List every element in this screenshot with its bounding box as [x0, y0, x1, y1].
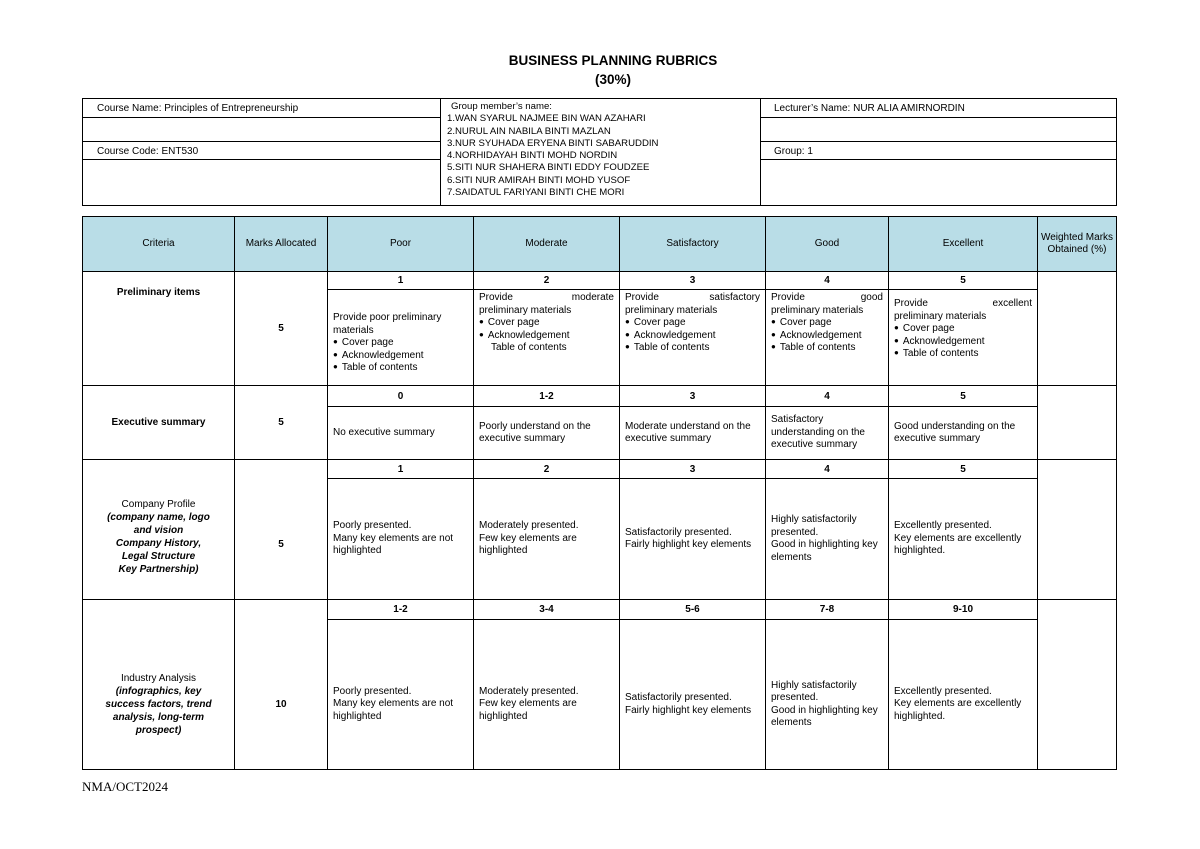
course-blank-row: [83, 118, 440, 142]
list-item: ● Cover page: [894, 323, 1032, 336]
desc-excellent: [889, 479, 1038, 600]
document-subtitle: (30%): [594, 72, 631, 87]
desc-text: Provide good: [771, 292, 883, 303]
criteria-detail: Company History,: [115, 537, 202, 549]
desc-text: Key elements are excellently highlighted.: [894, 532, 1022, 557]
criteria-company-profile: [83, 460, 235, 600]
list-item: ● Cover page: [333, 337, 468, 350]
desc-excellent: [889, 290, 1038, 386]
marks-allocated: 5: [235, 386, 328, 460]
header-good: Good: [766, 217, 889, 272]
group-members-column: [440, 99, 761, 205]
list-item: ● Cover page: [625, 317, 760, 330]
group-members-list: [447, 101, 658, 199]
table-row: [83, 386, 1117, 407]
score-good: 4: [766, 460, 889, 479]
score-poor: 1: [328, 460, 474, 479]
desc-text: preliminary materials: [625, 304, 718, 316]
score-excellent: 5: [889, 386, 1038, 407]
lecturer-blank-row: [760, 118, 1116, 142]
group-members-label: Group member’s name:: [451, 101, 552, 112]
desc-text: Fairly highlight key elements: [625, 704, 752, 716]
desc-good: [766, 479, 889, 600]
header-marks-allocated: Marks Allocated: [235, 217, 328, 272]
list-item: ● Cover page: [479, 317, 614, 330]
criteria-executive-summary: Executive summary: [83, 386, 235, 460]
desc-text: Few key elements are highlighted: [479, 698, 577, 722]
desc-excellent: [889, 620, 1038, 770]
table-row: [83, 460, 1117, 479]
table-row: [83, 272, 1117, 290]
list-item: ● Table of contents: [625, 342, 760, 355]
desc-satisfactory: [620, 479, 766, 600]
list-item: ● Acknowledgement: [479, 330, 614, 343]
criteria-detail: (company name, logo: [107, 511, 210, 523]
score-excellent: 5: [889, 272, 1038, 290]
desc-text: preliminary materials: [479, 304, 572, 316]
desc-text: Good in highlighting key elements: [771, 539, 878, 563]
lecturer-name: Lecturer’s Name: NUR ALIA AMIRNORDIN: [760, 99, 1116, 118]
marks-allocated: 5: [235, 272, 328, 386]
desc-good: Satisfactory understanding on the executive summary: [766, 407, 889, 460]
weighted-marks-cell: [1038, 272, 1117, 386]
weighted-marks-cell: [1038, 386, 1117, 460]
criteria-title: Company Profile: [121, 498, 196, 510]
desc-text: materials: [333, 324, 374, 336]
course-info-box: [82, 98, 1117, 206]
desc-poor: No executive summary: [328, 407, 474, 460]
criteria-detail: (infographics, key: [115, 686, 202, 697]
desc-moderate: [474, 620, 620, 770]
desc-text: Poorly presented.: [333, 520, 412, 532]
desc-text: Poorly presented.: [333, 685, 412, 697]
criteria-industry-analysis: [83, 600, 235, 770]
score-poor: 1-2: [328, 600, 474, 620]
score-good: 4: [766, 272, 889, 290]
score-moderate: 1-2: [474, 386, 620, 407]
desc-text: Moderately presented.: [479, 520, 579, 532]
weighted-marks-cell: [1038, 460, 1117, 600]
desc-text: Excellently presented.: [894, 685, 992, 697]
member-4: 4.NORHIDAYAH BINTI MOHD NORDIN: [447, 150, 618, 162]
desc-text: Excellently presented.: [894, 520, 992, 532]
header-poor: Poor: [328, 217, 474, 272]
desc-text: Provide excellent: [894, 298, 1032, 309]
footer-code: NMA/OCT2024: [82, 779, 168, 794]
course-info-column: [83, 99, 441, 205]
document-title: BUSINESS PLANNING RUBRICS: [508, 53, 718, 68]
desc-text: Fairly highlight key elements: [625, 539, 752, 550]
desc-text: Many key elements are not highlighted: [333, 532, 454, 557]
list-item: ● Cover page: [771, 317, 883, 330]
list-item: ● Table of contents: [771, 342, 883, 355]
criteria-title: Industry Analysis: [120, 673, 197, 684]
desc-text: Many key elements are not highlighted: [333, 698, 454, 722]
score-poor: 1: [328, 272, 474, 290]
desc-text: Satisfactorily presented.: [625, 692, 732, 703]
criteria-detail: success factors, trend: [105, 699, 212, 710]
header-weighted-marks: Weighted Marks Obtained (%): [1038, 217, 1117, 272]
desc-text: Provide moderate: [479, 292, 614, 303]
weighted-marks-cell: [1038, 600, 1117, 770]
score-satisfactory: 3: [620, 386, 766, 407]
desc-text: preliminary materials: [894, 310, 987, 322]
header-row: [83, 217, 1117, 272]
score-moderate: 3-4: [474, 600, 620, 620]
desc-good: [766, 290, 889, 386]
score-good: 7-8: [766, 600, 889, 620]
member-3: 3.NUR SYUHADA ERYENA BINTI SABARUDDIN: [447, 137, 659, 149]
desc-moderate: [474, 479, 620, 600]
desc-satisfactory: Moderate understand on the executive summary: [620, 407, 766, 460]
header-criteria: Criteria: [83, 217, 235, 272]
desc-text: Good in highlighting key elements: [771, 704, 878, 728]
header-satisfactory: Satisfactory: [620, 217, 766, 272]
desc-text: Highly satisfactorily presented.: [771, 514, 857, 538]
marks-allocated: 5: [235, 460, 328, 600]
desc-moderate: Poorly understand on the executive summary: [474, 407, 620, 460]
desc-satisfactory: [620, 290, 766, 386]
desc-good: [766, 620, 889, 770]
score-excellent: 5: [889, 460, 1038, 479]
lecturer-column: [760, 99, 1116, 205]
score-moderate: 2: [474, 272, 620, 290]
member-6: 6.SITI NUR AMIRAH BINTI MOHD YUSOF: [447, 174, 631, 186]
desc-moderate: [474, 290, 620, 386]
member-1: 1.WAN SYARUL NAJMEE BIN WAN AZAHARI: [447, 113, 646, 125]
criteria-detail: prospect): [135, 725, 182, 736]
desc-poor: [328, 290, 474, 386]
desc-satisfactory: [620, 620, 766, 770]
score-moderate: 2: [474, 460, 620, 479]
list-item: ● Acknowledgement: [771, 330, 883, 343]
desc-poor: [328, 479, 474, 600]
list-item: ● Acknowledgement: [625, 330, 760, 343]
group-number: Group: 1: [760, 142, 1116, 160]
member-5: 5.SITI NUR SHAHERA BINTI EDDY FOUDZEE: [447, 162, 650, 174]
desc-text: Provide satisfactory: [625, 292, 760, 303]
score-satisfactory: 5-6: [620, 600, 766, 620]
desc-text: preliminary materials: [771, 304, 864, 316]
list-item: ● Table of contents: [894, 348, 1032, 361]
desc-poor: [328, 620, 474, 770]
list-item: ● Acknowledgement: [894, 336, 1032, 349]
course-name: Course Name: Principles of Entrepreneurship: [83, 99, 440, 118]
marks-allocated: 10: [235, 600, 328, 770]
desc-text: Satisfactorily presented.: [625, 526, 732, 538]
score-satisfactory: 3: [620, 272, 766, 290]
score-poor: 0: [328, 386, 474, 407]
criteria-detail: and vision: [133, 524, 184, 536]
desc-text: Key elements are excellently highlighted.: [894, 698, 1022, 722]
list-item: ● Table of contents: [333, 362, 468, 375]
desc-text: Provide poor preliminary: [333, 312, 442, 324]
desc-text: Highly satisfactorily presented.: [771, 679, 857, 703]
table-row: [83, 600, 1117, 620]
rubric-table: [82, 216, 1117, 770]
criteria-detail: Legal Structure: [121, 550, 196, 562]
desc-text: Table of contents: [491, 342, 567, 353]
desc-excellent: Good understanding on the executive summary: [889, 407, 1038, 460]
desc-text: Few key elements are highlighted: [479, 532, 577, 557]
criteria-preliminary-items: Preliminary items: [83, 272, 235, 386]
header-moderate: Moderate: [474, 217, 620, 272]
member-2: 2.NURUL AIN NABILA BINTI MAZLAN: [447, 125, 611, 137]
criteria-detail: Key Partnership): [118, 563, 199, 575]
score-good: 4: [766, 386, 889, 407]
header-excellent: Excellent: [889, 217, 1038, 272]
score-excellent: 9-10: [889, 600, 1038, 620]
course-code: Course Code: ENT530: [83, 142, 440, 160]
member-7: 7.SAIDATUL FARIYANI BINTI CHE MORI: [447, 187, 625, 199]
desc-text: Moderately presented.: [479, 685, 579, 697]
score-satisfactory: 3: [620, 460, 766, 479]
list-item: ● Acknowledgement: [333, 350, 468, 363]
criteria-detail: analysis, long-term: [112, 712, 205, 723]
